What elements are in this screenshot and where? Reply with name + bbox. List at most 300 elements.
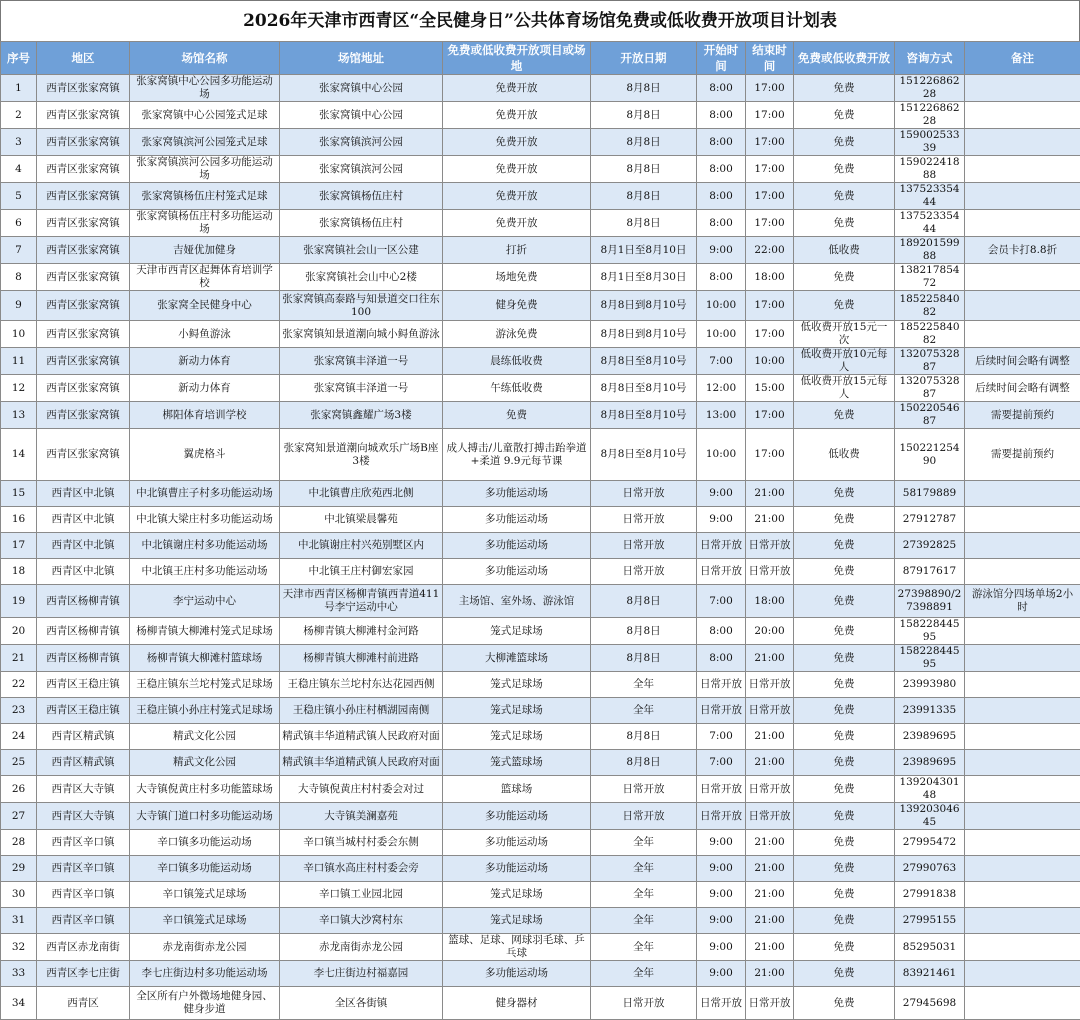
cell-fee-type: 免费 <box>794 481 895 507</box>
col-header-venue-name: 场馆名称 <box>130 42 280 75</box>
cell-index: 28 <box>1 830 37 856</box>
cell-fee-type: 免费 <box>794 934 895 961</box>
cell-remarks <box>965 102 1080 129</box>
cell-open-item: 笼式足球场 <box>443 618 591 645</box>
cell-contact: 15122686228 <box>895 102 965 129</box>
cell-contact: 15822844595 <box>895 618 965 645</box>
cell-contact: 13920304645 <box>895 803 965 830</box>
table-row <box>1 237 1080 264</box>
cell-index: 26 <box>1 776 37 803</box>
cell-region: 西青区张家窝镇 <box>37 375 130 402</box>
cell-end-time: 21:00 <box>746 507 794 533</box>
header-row <box>1 42 1080 75</box>
cell-start-time: 8:00 <box>697 75 746 102</box>
cell-start-time: 10:00 <box>697 291 746 321</box>
table-row <box>1 321 1080 348</box>
cell-fee-type: 免费 <box>794 698 895 724</box>
cell-contact: 27990763 <box>895 856 965 882</box>
cell-open-date: 8月8日 <box>591 645 697 672</box>
cell-open-item: 健身免费 <box>443 291 591 321</box>
cell-start-time: 9:00 <box>697 934 746 961</box>
cell-venue-address: 张家窝镇滨河公园 <box>280 129 443 156</box>
cell-open-item: 大柳滩篮球场 <box>443 645 591 672</box>
cell-venue-address: 精武镇丰华道精武镇人民政府对面 <box>280 750 443 776</box>
cell-end-time: 21:00 <box>746 961 794 987</box>
cell-remarks <box>965 183 1080 210</box>
cell-venue-name: 全区所有户外微场地健身园、健身步道 <box>130 987 280 1020</box>
cell-region: 西青区张家窝镇 <box>37 102 130 129</box>
cell-open-date: 8月8日 <box>591 129 697 156</box>
cell-venue-name: 王稳庄镇小孙庄村笼式足球场 <box>130 698 280 724</box>
cell-open-item: 免费开放 <box>443 183 591 210</box>
cell-venue-address: 中北镇王庄村御宏家园 <box>280 559 443 585</box>
cell-contact: 18920159988 <box>895 237 965 264</box>
cell-venue-address: 中北镇梁晨馨苑 <box>280 507 443 533</box>
table-row <box>1 375 1080 402</box>
cell-region: 西青区张家窝镇 <box>37 402 130 429</box>
table-row <box>1 987 1080 1020</box>
cell-open-item: 多功能运动场 <box>443 830 591 856</box>
cell-remarks <box>965 698 1080 724</box>
cell-venue-address: 全区各街镇 <box>280 987 443 1020</box>
cell-index: 1 <box>1 75 37 102</box>
cell-region: 西青区王稳庄镇 <box>37 672 130 698</box>
cell-venue-name: 赤龙南街赤龙公园 <box>130 934 280 961</box>
cell-start-time: 9:00 <box>697 908 746 934</box>
cell-contact: 13752335444 <box>895 183 965 210</box>
cell-region: 西青区张家窝镇 <box>37 264 130 291</box>
cell-open-date: 全年 <box>591 908 697 934</box>
cell-index: 27 <box>1 803 37 830</box>
cell-start-time: 7:00 <box>697 724 746 750</box>
cell-region: 西青区张家窝镇 <box>37 183 130 210</box>
cell-contact: 13920430148 <box>895 776 965 803</box>
cell-end-time: 17:00 <box>746 402 794 429</box>
cell-fee-type: 免费 <box>794 961 895 987</box>
cell-open-item: 多功能运动场 <box>443 533 591 559</box>
cell-end-time: 17:00 <box>746 321 794 348</box>
cell-fee-type: 免费 <box>794 645 895 672</box>
cell-contact: 13821785472 <box>895 264 965 291</box>
cell-venue-name: 中北镇谢庄村多功能运动场 <box>130 533 280 559</box>
cell-index: 21 <box>1 645 37 672</box>
cell-fee-type: 免费 <box>794 750 895 776</box>
venue-table <box>0 41 1080 1020</box>
cell-region: 西青区张家窝镇 <box>37 348 130 375</box>
table-row <box>1 645 1080 672</box>
cell-index: 16 <box>1 507 37 533</box>
cell-venue-name: 新动力体育 <box>130 375 280 402</box>
cell-contact: 15122686228 <box>895 75 965 102</box>
cell-index: 3 <box>1 129 37 156</box>
cell-region: 西青区张家窝镇 <box>37 237 130 264</box>
cell-index: 34 <box>1 987 37 1020</box>
cell-open-date: 日常开放 <box>591 481 697 507</box>
cell-region: 西青区张家窝镇 <box>37 429 130 481</box>
cell-open-date: 日常开放 <box>591 559 697 585</box>
cell-open-date: 全年 <box>591 934 697 961</box>
cell-fee-type: 免费 <box>794 183 895 210</box>
cell-region: 西青区精武镇 <box>37 724 130 750</box>
cell-remarks: 需要提前预约 <box>965 402 1080 429</box>
cell-open-date: 8月1日至8月10日 <box>591 237 697 264</box>
cell-end-time: 17:00 <box>746 156 794 183</box>
cell-open-date: 全年 <box>591 856 697 882</box>
cell-remarks <box>965 129 1080 156</box>
cell-contact: 18522584082 <box>895 291 965 321</box>
cell-venue-address: 张家窝知景道潮向城欢乐广场B座3楼 <box>280 429 443 481</box>
cell-fee-type: 免费 <box>794 264 895 291</box>
col-header-start-time: 开始时间 <box>697 42 746 75</box>
cell-open-item: 场地免费 <box>443 264 591 291</box>
cell-open-item: 笼式足球场 <box>443 724 591 750</box>
cell-fee-type: 免费 <box>794 129 895 156</box>
cell-region: 西青区李七庄街 <box>37 961 130 987</box>
cell-remarks <box>965 750 1080 776</box>
cell-venue-address: 张家窝镇滨河公园 <box>280 156 443 183</box>
cell-index: 13 <box>1 402 37 429</box>
cell-open-item: 健身器材 <box>443 987 591 1020</box>
cell-open-item: 游泳免费 <box>443 321 591 348</box>
cell-index: 22 <box>1 672 37 698</box>
cell-open-date: 全年 <box>591 961 697 987</box>
cell-venue-name: 新动力体育 <box>130 348 280 375</box>
cell-fee-type: 免费 <box>794 585 895 618</box>
cell-open-date: 8月8日 <box>591 750 697 776</box>
cell-start-time: 9:00 <box>697 856 746 882</box>
col-header-remarks: 备注 <box>965 42 1080 75</box>
cell-venue-name: 辛口镇笼式足球场 <box>130 908 280 934</box>
cell-open-date: 日常开放 <box>591 776 697 803</box>
cell-contact: 23991335 <box>895 698 965 724</box>
cell-venue-address: 张家窝镇鑫耀广场3楼 <box>280 402 443 429</box>
cell-start-time: 9:00 <box>697 507 746 533</box>
cell-venue-address: 张家窝镇丰泽道一号 <box>280 348 443 375</box>
cell-venue-name: 大寺镇倪黄庄村多功能篮球场 <box>130 776 280 803</box>
cell-open-item: 笼式足球场 <box>443 672 591 698</box>
cell-end-time: 17:00 <box>746 210 794 237</box>
cell-end-time: 21:00 <box>746 830 794 856</box>
cell-venue-address: 张家窝镇社会山中心2楼 <box>280 264 443 291</box>
cell-open-date: 8月8日 <box>591 210 697 237</box>
cell-fee-type: 免费 <box>794 507 895 533</box>
cell-open-date: 8月8日 <box>591 618 697 645</box>
cell-fee-type: 免费 <box>794 672 895 698</box>
cell-end-time: 15:00 <box>746 375 794 402</box>
cell-venue-name: 辛口镇笼式足球场 <box>130 882 280 908</box>
table-row <box>1 724 1080 750</box>
cell-open-date: 日常开放 <box>591 533 697 559</box>
cell-start-time: 9:00 <box>697 830 746 856</box>
cell-contact: 83921461 <box>895 961 965 987</box>
cell-open-date: 8月8日 <box>591 585 697 618</box>
cell-index: 10 <box>1 321 37 348</box>
cell-open-date: 全年 <box>591 672 697 698</box>
cell-remarks <box>965 75 1080 102</box>
cell-start-time: 9:00 <box>697 882 746 908</box>
cell-end-time: 21:00 <box>746 856 794 882</box>
cell-start-time: 9:00 <box>697 481 746 507</box>
cell-start-time: 13:00 <box>697 402 746 429</box>
cell-start-time: 8:00 <box>697 645 746 672</box>
cell-start-time: 日常开放 <box>697 803 746 830</box>
table-row <box>1 210 1080 237</box>
cell-fee-type: 免费 <box>794 776 895 803</box>
cell-end-time: 17:00 <box>746 102 794 129</box>
cell-open-item: 篮球场 <box>443 776 591 803</box>
cell-index: 19 <box>1 585 37 618</box>
cell-open-item: 晨练低收费 <box>443 348 591 375</box>
cell-open-item: 免费开放 <box>443 129 591 156</box>
table-row <box>1 348 1080 375</box>
cell-end-time: 18:00 <box>746 585 794 618</box>
cell-venue-address: 辛口镇当城村村委会东侧 <box>280 830 443 856</box>
cell-venue-address: 中北镇曹庄欣苑西北侧 <box>280 481 443 507</box>
cell-end-time: 日常开放 <box>746 698 794 724</box>
cell-venue-address: 张家窝镇中心公园 <box>280 75 443 102</box>
table-row <box>1 961 1080 987</box>
cell-open-date: 8月8日 <box>591 183 697 210</box>
cell-start-time: 8:00 <box>697 129 746 156</box>
cell-fee-type: 低收费开放15元一次 <box>794 321 895 348</box>
cell-contact: 15900253339 <box>895 129 965 156</box>
cell-open-item: 多功能运动场 <box>443 856 591 882</box>
cell-venue-name: 王稳庄镇东兰坨村笼式足球场 <box>130 672 280 698</box>
cell-venue-address: 张家窝镇杨伍庄村 <box>280 210 443 237</box>
cell-venue-address: 大寺镇倪黄庄村村委会对过 <box>280 776 443 803</box>
cell-open-item: 主场馆、室外场、游泳馆 <box>443 585 591 618</box>
cell-index: 9 <box>1 291 37 321</box>
cell-venue-address: 精武镇丰华道精武镇人民政府对面 <box>280 724 443 750</box>
cell-region: 西青区杨柳青镇 <box>37 645 130 672</box>
cell-venue-name: 中北镇王庄村多功能运动场 <box>130 559 280 585</box>
cell-fee-type: 低收费开放15元每人 <box>794 375 895 402</box>
cell-end-time: 21:00 <box>746 481 794 507</box>
cell-open-item: 笼式足球场 <box>443 882 591 908</box>
cell-start-time: 日常开放 <box>697 987 746 1020</box>
cell-open-date: 日常开放 <box>591 803 697 830</box>
cell-venue-name: 张家窝镇中心公园多功能运动场 <box>130 75 280 102</box>
cell-venue-name: 精武文化公园 <box>130 750 280 776</box>
cell-open-item: 午练低收费 <box>443 375 591 402</box>
cell-remarks <box>965 645 1080 672</box>
cell-region: 西青区中北镇 <box>37 559 130 585</box>
cell-end-time: 21:00 <box>746 908 794 934</box>
table-row <box>1 429 1080 481</box>
cell-start-time: 日常开放 <box>697 559 746 585</box>
cell-open-item: 多功能运动场 <box>443 559 591 585</box>
cell-fee-type: 免费 <box>794 618 895 645</box>
cell-fee-type: 免费 <box>794 724 895 750</box>
cell-open-date: 全年 <box>591 830 697 856</box>
cell-venue-name: 中北镇大梁庄村多功能运动场 <box>130 507 280 533</box>
cell-end-time: 18:00 <box>746 264 794 291</box>
cell-start-time: 7:00 <box>697 348 746 375</box>
cell-open-date: 8月8日到8月10号 <box>591 321 697 348</box>
col-header-open-date: 开放日期 <box>591 42 697 75</box>
cell-remarks <box>965 776 1080 803</box>
cell-region: 西青区中北镇 <box>37 481 130 507</box>
cell-open-date: 8月8日 <box>591 75 697 102</box>
cell-index: 5 <box>1 183 37 210</box>
cell-contact: 15822844595 <box>895 645 965 672</box>
table-row <box>1 402 1080 429</box>
cell-end-time: 17:00 <box>746 429 794 481</box>
col-header-venue-address: 场馆地址 <box>280 42 443 75</box>
cell-venue-address: 张家窝镇高泰路与知景道交口往东100 <box>280 291 443 321</box>
col-header-region: 地区 <box>37 42 130 75</box>
cell-index: 11 <box>1 348 37 375</box>
cell-remarks <box>965 934 1080 961</box>
cell-contact: 18522584082 <box>895 321 965 348</box>
cell-fee-type: 免费 <box>794 210 895 237</box>
table-row <box>1 882 1080 908</box>
page-title: 2026年天津市西青区“全民健身日”公共体育场馆免费或低收费开放项目计划表 <box>0 0 1080 41</box>
cell-index: 32 <box>1 934 37 961</box>
cell-open-item: 免费 <box>443 402 591 429</box>
col-header-fee-type: 免费或低收费开放 <box>794 42 895 75</box>
cell-start-time: 8:00 <box>697 156 746 183</box>
cell-region: 西青区辛口镇 <box>37 908 130 934</box>
cell-fee-type: 免费 <box>794 830 895 856</box>
col-header-contact: 咨询方式 <box>895 42 965 75</box>
cell-end-time: 17:00 <box>746 129 794 156</box>
cell-start-time: 12:00 <box>697 375 746 402</box>
cell-contact: 23993980 <box>895 672 965 698</box>
cell-region: 西青区 <box>37 987 130 1020</box>
cell-open-item: 笼式足球场 <box>443 698 591 724</box>
cell-start-time: 日常开放 <box>697 533 746 559</box>
cell-open-item: 多功能运动场 <box>443 803 591 830</box>
table-row <box>1 75 1080 102</box>
table-row <box>1 776 1080 803</box>
cell-venue-address: 赤龙南街赤龙公园 <box>280 934 443 961</box>
cell-start-time: 7:00 <box>697 750 746 776</box>
cell-venue-name: 张家窝镇杨伍庄村多功能运动场 <box>130 210 280 237</box>
cell-open-item: 打折 <box>443 237 591 264</box>
cell-contact: 23989695 <box>895 724 965 750</box>
cell-index: 2 <box>1 102 37 129</box>
cell-region: 西青区王稳庄镇 <box>37 698 130 724</box>
cell-remarks <box>965 987 1080 1020</box>
cell-open-date: 8月8日 <box>591 724 697 750</box>
table-row <box>1 183 1080 210</box>
cell-end-time: 10:00 <box>746 348 794 375</box>
cell-fee-type: 免费 <box>794 533 895 559</box>
cell-venue-address: 张家窝镇中心公园 <box>280 102 443 129</box>
cell-fee-type: 免费 <box>794 856 895 882</box>
table-row <box>1 750 1080 776</box>
cell-open-item: 篮球、足球、网球羽毛球、乒乓球 <box>443 934 591 961</box>
table-row <box>1 156 1080 183</box>
cell-index: 24 <box>1 724 37 750</box>
table-row <box>1 934 1080 961</box>
cell-open-date: 8月8日至8月10号 <box>591 402 697 429</box>
cell-venue-name: 精武文化公园 <box>130 724 280 750</box>
cell-index: 7 <box>1 237 37 264</box>
cell-remarks <box>965 803 1080 830</box>
cell-open-date: 日常开放 <box>591 507 697 533</box>
table-row <box>1 856 1080 882</box>
table-row <box>1 585 1080 618</box>
cell-region: 西青区辛口镇 <box>37 882 130 908</box>
cell-remarks <box>965 291 1080 321</box>
cell-region: 西青区辛口镇 <box>37 830 130 856</box>
col-header-index: 序号 <box>1 42 37 75</box>
cell-venue-address: 王稳庄镇小孙庄村栖湖园南侧 <box>280 698 443 724</box>
cell-start-time: 日常开放 <box>697 672 746 698</box>
cell-venue-name: 张家窝镇滨河公园多功能运动场 <box>130 156 280 183</box>
cell-venue-address: 辛口镇水高庄村村委会旁 <box>280 856 443 882</box>
cell-open-date: 8月8日 <box>591 156 697 183</box>
cell-end-time: 日常开放 <box>746 987 794 1020</box>
cell-venue-name: 张家窝镇中心公园笼式足球 <box>130 102 280 129</box>
cell-region: 西青区张家窝镇 <box>37 129 130 156</box>
cell-remarks <box>965 210 1080 237</box>
cell-open-item: 免费开放 <box>443 156 591 183</box>
cell-end-time: 21:00 <box>746 724 794 750</box>
table-row <box>1 698 1080 724</box>
cell-open-item: 笼式篮球场 <box>443 750 591 776</box>
cell-open-item: 多功能运动场 <box>443 481 591 507</box>
cell-region: 西青区张家窝镇 <box>37 321 130 348</box>
cell-index: 30 <box>1 882 37 908</box>
cell-end-time: 21:00 <box>746 934 794 961</box>
cell-index: 8 <box>1 264 37 291</box>
cell-index: 23 <box>1 698 37 724</box>
cell-venue-address: 大寺镇美澜嘉苑 <box>280 803 443 830</box>
cell-contact: 27991838 <box>895 882 965 908</box>
cell-open-date: 8月8日至8月10号 <box>591 429 697 481</box>
cell-venue-name: 大寺镇门道口村多功能运动场 <box>130 803 280 830</box>
col-header-end-time: 结束时间 <box>746 42 794 75</box>
cell-remarks: 后续时间会略有调整 <box>965 348 1080 375</box>
cell-open-item: 免费开放 <box>443 75 591 102</box>
cell-fee-type: 免费 <box>794 908 895 934</box>
cell-index: 17 <box>1 533 37 559</box>
cell-remarks <box>965 882 1080 908</box>
cell-remarks: 会员卡打8.8折 <box>965 237 1080 264</box>
cell-contact: 13752335444 <box>895 210 965 237</box>
cell-contact: 27995472 <box>895 830 965 856</box>
cell-open-date: 全年 <box>591 698 697 724</box>
cell-contact: 23989695 <box>895 750 965 776</box>
cell-end-time: 20:00 <box>746 618 794 645</box>
cell-start-time: 9:00 <box>697 961 746 987</box>
cell-end-time: 17:00 <box>746 75 794 102</box>
cell-venue-address: 辛口镇大沙窝村东 <box>280 908 443 934</box>
cell-venue-address: 王稳庄镇东兰坨村东达花园西侧 <box>280 672 443 698</box>
cell-open-date: 8月1日至8月30日 <box>591 264 697 291</box>
cell-open-item: 成人搏击/儿童散打搏击跆拳道+柔道 9.9元每节课 <box>443 429 591 481</box>
cell-start-time: 日常开放 <box>697 776 746 803</box>
cell-index: 20 <box>1 618 37 645</box>
cell-index: 15 <box>1 481 37 507</box>
cell-remarks <box>965 533 1080 559</box>
cell-remarks <box>965 830 1080 856</box>
cell-fee-type: 免费 <box>794 102 895 129</box>
cell-end-time: 日常开放 <box>746 776 794 803</box>
cell-contact: 27398890/27398891 <box>895 585 965 618</box>
cell-fee-type: 低收费 <box>794 237 895 264</box>
cell-fee-type: 免费 <box>794 402 895 429</box>
cell-contact: 27995155 <box>895 908 965 934</box>
cell-start-time: 日常开放 <box>697 698 746 724</box>
cell-venue-name: 杨柳青镇大柳滩村篮球场 <box>130 645 280 672</box>
cell-fee-type: 免费 <box>794 291 895 321</box>
cell-venue-name: 杨柳青镇大柳滩村笼式足球场 <box>130 618 280 645</box>
cell-fee-type: 免费 <box>794 882 895 908</box>
